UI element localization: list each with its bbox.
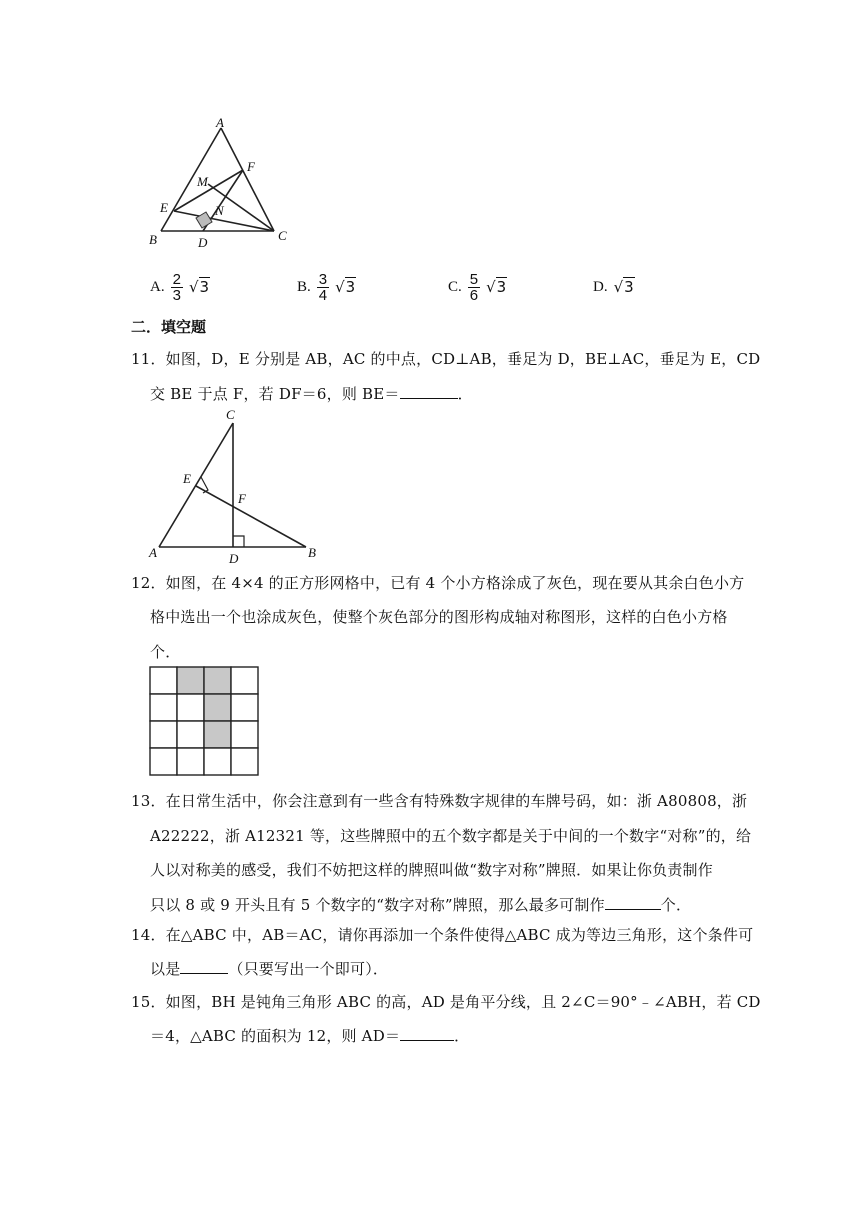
grid-cell	[150, 721, 177, 748]
choice-b-denominator: 4	[318, 286, 328, 304]
choice-b-letter: B.	[297, 278, 311, 295]
q13-line4-end: 个．	[660, 896, 692, 914]
choice-d-sqrt: √3	[613, 278, 634, 296]
label-n: N	[215, 203, 224, 218]
grid-cell	[150, 667, 177, 694]
side-ab	[161, 128, 221, 231]
choice-c-denominator: 6	[469, 286, 479, 304]
label-a: A	[216, 115, 224, 130]
label-m: M	[197, 174, 208, 189]
q11-answer-blank[interactable]	[400, 384, 458, 399]
grid-cell-shaded	[204, 667, 231, 694]
choice-a-denominator: 3	[172, 286, 181, 304]
choice-b-sqrt: √3	[335, 278, 356, 296]
q14-answer-blank[interactable]	[180, 959, 228, 974]
grid-cell	[177, 721, 204, 748]
choice-a[interactable]	[150, 270, 210, 304]
grid-cell	[231, 694, 258, 721]
q15-line2-text: ＝4，△ABC 的面积为 12，则 AD＝	[150, 1027, 401, 1045]
label-e: E	[183, 471, 191, 486]
q11-line2-end: ．	[457, 385, 473, 403]
grid-cell-shaded	[204, 721, 231, 748]
choice-d-letter: D.	[593, 278, 608, 295]
choice-a-radicand: 3	[199, 278, 210, 296]
label-b: B	[308, 545, 316, 560]
choice-a-sqrt: √3	[188, 278, 210, 296]
choice-a-fraction	[171, 272, 183, 303]
choice-b-numerator: 3	[318, 270, 328, 288]
choice-c-fraction	[468, 272, 480, 303]
q12-line1: 12．如图，在 4×4 的正方形网格中，已有 4 个小方格涂成了灰色，现在要从其余白色小方	[131, 574, 745, 592]
side-ac	[159, 423, 233, 547]
choice-c-numerator: 5	[469, 270, 479, 288]
choice-b-radicand: 3	[345, 278, 356, 296]
q11-line2-text: 交 BE 于点 F，若 DF＝6，则 BE＝	[150, 385, 400, 403]
choice-d[interactable]	[593, 270, 635, 304]
grid-cell	[177, 694, 204, 721]
choice-c-sqrt: √3	[486, 278, 507, 296]
label-d: D	[229, 551, 239, 566]
choice-a-numerator: 2	[172, 270, 181, 288]
label-e: E	[160, 200, 168, 215]
q14-line2	[150, 959, 388, 979]
side-ac	[221, 128, 274, 231]
grid-cell	[231, 667, 258, 694]
triangle-figure-2	[146, 406, 326, 566]
q12-line2: 格中选出一个也涂成灰色，使整个灰色部分的图形构成轴对称图形，这样的白色小方格	[150, 608, 728, 626]
q13-line4	[150, 895, 691, 915]
choice-c[interactable]	[448, 270, 507, 304]
label-a: A	[149, 545, 157, 560]
q11-line1: 11．如图，D，E 分别是 AB，AC 的中点，CD⊥AB，垂足为 D，BE⊥AC，垂足为 E，CD	[131, 350, 761, 368]
label-d: D	[198, 235, 208, 250]
q15-line1: 15．如图，BH 是钝角三角形 ABC 的高，AD 是角平分线，且 2∠C＝90°﹣∠ABH，若 CD	[131, 993, 761, 1011]
right-angle-mark	[196, 212, 212, 228]
choice-b[interactable]	[297, 270, 356, 304]
q15-line2-end: ．	[454, 1027, 470, 1045]
label-b: B	[149, 232, 157, 247]
q12-line3: 个．	[150, 643, 181, 661]
segment-eb	[196, 486, 306, 547]
grid-cell	[204, 748, 231, 775]
choice-d-radicand: 3	[624, 278, 634, 296]
label-c: C	[226, 407, 235, 422]
grid-cell	[150, 694, 177, 721]
q15-answer-blank[interactable]	[400, 1026, 454, 1041]
choice-a-letter: A.	[150, 278, 165, 295]
grid-cell-shaded	[204, 694, 231, 721]
grid-cell	[231, 748, 258, 775]
q13-line4-text: 只以 8 或 9 开头且有 5 个数字的“数字对称”牌照，那么最多可制作	[150, 896, 605, 914]
square-grid-4x4	[149, 666, 261, 778]
triangle-figure-1	[146, 114, 296, 254]
label-f: F	[247, 159, 255, 174]
choice-c-radicand: 3	[496, 278, 507, 296]
q14-line2-end: （只要写出一个即可）．	[228, 960, 389, 978]
choice-b-fraction	[317, 272, 329, 303]
q13-line3: 人以对称美的感受，我们不妨把这样的牌照叫做“数字对称”牌照．如果让你负责制作	[150, 861, 713, 879]
label-c: C	[278, 228, 287, 243]
choice-c-letter: C.	[448, 278, 462, 295]
q15-line2	[150, 1026, 469, 1046]
grid-cell-shaded	[177, 667, 204, 694]
right-angle-mark-d	[233, 536, 244, 547]
q11-line2	[150, 384, 473, 404]
q13-line2: A22222，浙 A12321 等，这些牌照中的五个数字都是关于中间的一个数字“对称”的，给	[150, 827, 752, 845]
label-f: F	[238, 491, 246, 506]
section-title: 二．填空题	[131, 318, 207, 336]
grid-cell	[150, 748, 177, 775]
grid-cell	[231, 721, 258, 748]
q13-line1: 13．在日常生活中，你会注意到有一些含有特殊数字规律的车牌号码，如：浙 A80808，浙	[131, 792, 748, 810]
q13-answer-blank[interactable]	[605, 895, 661, 910]
q14-line1: 14．在△ABC 中，AB＝AC，请你再添加一个条件使得△ABC 成为等边三角形，这个条件可	[131, 926, 754, 944]
q14-line2-text: 以是	[150, 960, 181, 978]
grid-cell	[177, 748, 204, 775]
